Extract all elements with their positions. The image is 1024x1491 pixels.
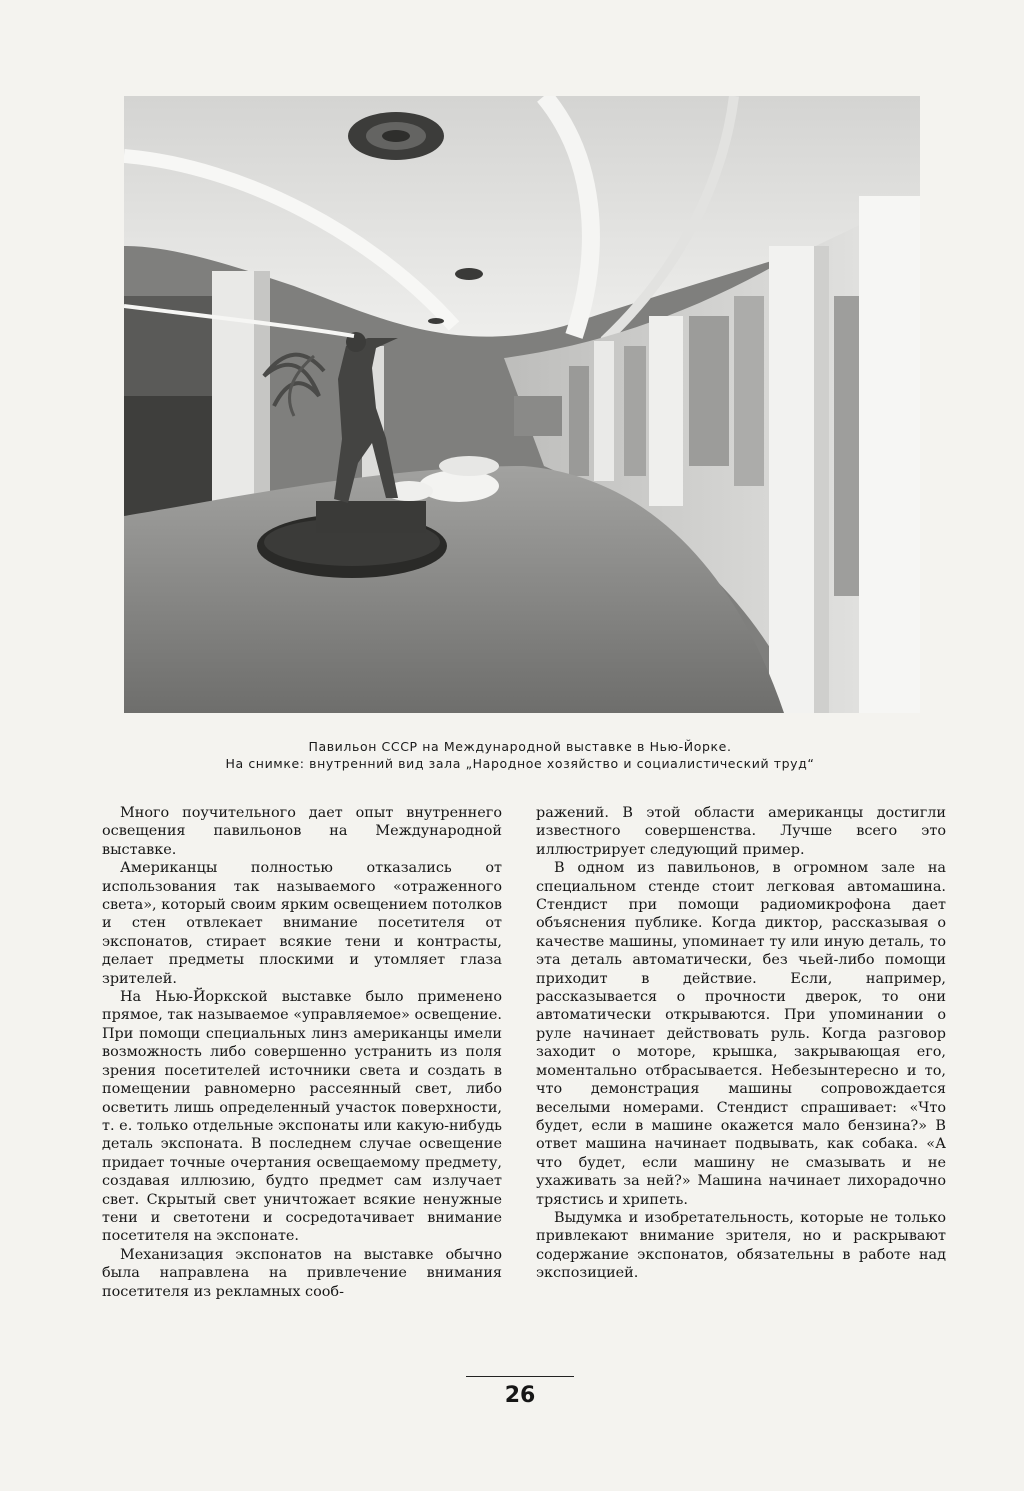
caption-line-2: На снимке: внутренний вид зала „Народное хозяйство и социалистический труд“ xyxy=(225,756,815,771)
exhibition-hall-photo xyxy=(124,96,920,713)
paragraph: Много поучительного дает опыт внутреннего освещения павильонов на Международной выставке. xyxy=(102,805,502,858)
photo-illustration xyxy=(124,96,920,713)
paragraph: В одном из павильонов, в огромном зале на специальном стенде стоит легковая автомашина. Стендист при помощи радиомикрофона дает объяснения публике. Когда диктор, рассказывая о качестве машины, упоминает ту или иную деталь, то эта деталь автоматически, без чьей-либо помощи приходит в действие. Если, например, рассказывается о прочности дверок, то они автоматически открываются. При упоминании о руле начинает действовать руль. Когда разговор заходит о моторе, крышка, закрывающая его, моментально отбрасывается. Небезынтересно и то, что демонстрация машины сопровождается веселыми номерами. Стендист спрашивает: «Что будет, если в машине окажется мало бензина?» В ответ машина начинает подвывать, как собака. «А что будет, если машину не смазывать и не ухаживать за ней?» Машина начинает лихорадочно трястись и хрипеть. xyxy=(536,860,946,1208)
caption-line-1: Павильон СССР на Международной выставке в Нью-Йорке. xyxy=(308,739,732,754)
photo-caption xyxy=(90,738,950,772)
paragraph: Американцы полностью отказались от использования так называемого «отраженного света», который своим ярким освещением потолков и стен отвлекает внимание посетителя от экспонатов, стирает всякие тени и контрасты, делает предметы плоскими и утомляет глаза зрителей. xyxy=(102,860,502,987)
page-number-rule xyxy=(466,1376,574,1377)
paragraph: ражений. В этой области американцы достигли известного совершенства. Лучше всего это иллюстрирует следующий пример. xyxy=(536,805,946,858)
left-column xyxy=(102,804,502,1301)
paragraph: Механизация экспонатов на выставке обычно была направлена на привлечение внимания посетителя из рекламных сооб- xyxy=(102,1246,502,1300)
page-number: 26 xyxy=(504,1383,536,1408)
paragraph: На Нью-Йоркской выставке было применено прямое, так называемое «управляемое» освещение. При помощи специальных линз американцы имели возможность либо совершенно устранить из поля зрения посетителей источники света и создать в помещении равномерно рассеянный свет, либо осветить лишь определенный участок поверхности, т. е. только отдельные экспонаты или какую-нибудь деталь экспоната. В последнем случае освещение придает точные очертания освещаемому предмету, создавая иллюзию, будто предмет сам излучает свет. Скрытый свет уничтожает всякие ненужные тени и светотени и сосредотачивает внимание посетителя на экспонате. xyxy=(102,989,502,1245)
paragraph: Выдумка и изобретательность, которые не только привлекают внимание зрителя, но и раскрывают содержание экспонатов, обязательны в работе над экспозицией. xyxy=(536,1209,946,1282)
right-column xyxy=(536,804,946,1283)
